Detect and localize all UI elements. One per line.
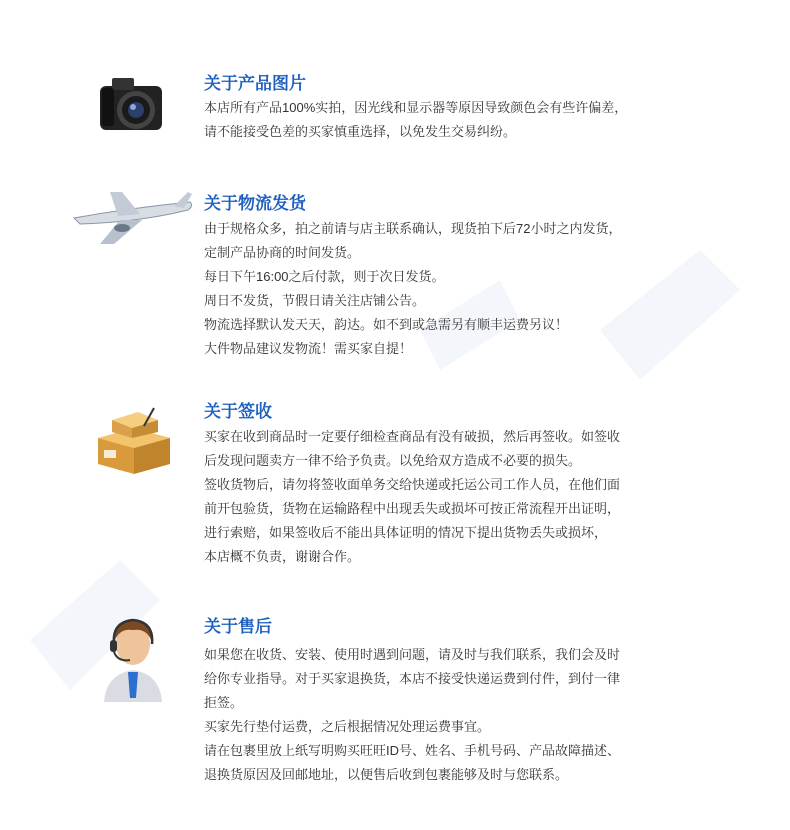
section-title-shipping: 关于物流发货 [204,194,306,213]
text-line: 退换货原因及回邮地址，以便售后收到包裹能够及时与您联系。 [204,767,569,782]
text-line: 定制产品协商的时间发货。 [204,245,361,260]
text-line: 大件物品建议发物流！需买家自提！ [204,341,413,356]
text-line: 周日不发货，节假日请关注店铺公告。 [204,293,426,308]
section-title-receipt: 关于签收 [204,402,272,421]
camera-icon [98,72,166,134]
text-line: 买家在收到商品时一定要仔细检查商品有没有破损，然后再签收。如签收 [204,429,621,444]
text-line: 签收货物后，请勿将签收面单务交给快递或托运公司工作人员，在他们面 [204,477,621,492]
text-line: 每日下午16:00之后付款，则于次日发货。 [204,269,445,284]
text-line: 前开包验货，货物在运输路程中出现丢失或损坏可按正常流程开出证明， [204,501,621,516]
text-line: 物流选择默认发天天，韵达。如不到或急需另有顺丰运费另议！ [204,317,569,332]
text-line: 由于规格众多，拍之前请与店主联系确认，现货拍下后72小时之内发货， [204,221,622,236]
text-line: 给你专业指导。对于买家退换货，本店不接受快递运费到付件，到付一律 [204,671,621,686]
section-body-shipping [204,217,621,361]
text-line: 如果您在收货、安装、使用时遇到问题，请及时与我们联系，我们会及时 [204,647,621,662]
text-line: 本店概不负责，谢谢合作。 [204,549,361,564]
text-line: 请在包裹里放上纸写明购买旺旺ID号、姓名、手机号码、产品故障描述、 [204,743,621,758]
text-line: 后发现问题卖方一律不给予负责。以免给双方造成不必要的损失。 [204,453,582,468]
text-line: 拒签。 [204,695,244,710]
section-body-product-images [204,96,627,144]
section-title-product-images: 关于产品图片 [204,74,306,93]
package-icon [94,404,174,476]
airplane-icon [70,188,195,246]
section-body-after-sales [204,643,620,787]
text-line: 买家先行垫付运费，之后根据情况处理运费事宜。 [204,719,491,734]
section-body-receipt [204,425,620,569]
text-line: 本店所有产品100%实拍，因光线和显示器等原因导致颜色会有些许偏差， [204,100,628,115]
section-title-after-sales: 关于售后 [204,617,272,636]
text-line: 请不能接受色差的买家慎重选择，以免发生交易纠纷。 [204,124,517,139]
text-line: 进行索赔，如果签收后不能出具体证明的情况下提出货物丢失或损坏， [204,525,608,540]
customer-service-icon [100,614,166,702]
